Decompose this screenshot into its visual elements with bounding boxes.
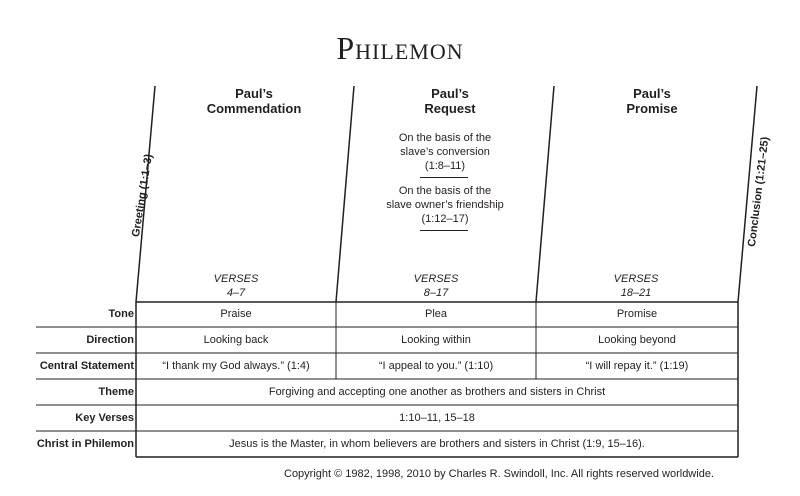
row-label-theme: Theme (98, 386, 134, 398)
table-cell: Looking beyond (598, 334, 676, 346)
chart-title: Philemon (336, 30, 464, 66)
column-heading-request (350, 86, 550, 116)
column-heading-line: Paul’s (633, 86, 671, 101)
row-label-christ-in-philemon: Christ in Philemon (36, 438, 134, 450)
note-underline (420, 230, 468, 231)
conclusion-label: Conclusion (1:21–25) (746, 136, 772, 248)
table-cell: “I thank my God always.” (1:4) (162, 360, 310, 372)
note-underline (420, 177, 468, 178)
greeting-label: Greeting (1:1–3) (130, 153, 155, 238)
row-label-direction: Direction (86, 334, 134, 346)
column-heading-commendation (154, 86, 354, 116)
verses-label: VERSES (613, 273, 659, 285)
note-line: (1:8–11) (424, 160, 466, 172)
note-line: On the basis of the (398, 132, 492, 144)
verses-label: VERSES (413, 273, 459, 285)
verses-range: 8–17 (423, 287, 449, 299)
column-heading-line: Paul’s (235, 86, 273, 101)
table-span-cell: Jesus is the Master, in whom believers are brothers and sisters in Christ (1:9, 15–16). (229, 438, 645, 450)
request-note-conversion (345, 131, 545, 173)
table-span-cell: Forgiving and accepting one another as brothers and sisters in Christ (268, 386, 606, 398)
column-heading-promise (552, 86, 752, 116)
verses-range: 18–21 (620, 287, 652, 299)
row-label-central-statement: Central Statement (39, 360, 134, 372)
verses-request (336, 272, 536, 300)
table-cell: Looking within (401, 334, 471, 346)
table-cell: Praise (220, 308, 252, 320)
verses-promise (536, 272, 736, 300)
table-cell: “I appeal to you.” (1:10) (378, 360, 494, 372)
column-heading-line: Paul’s (431, 86, 469, 101)
copyright-notice: Copyright © 1982, 1998, 2010 by Charles R. Swindoll, Inc. All rights reserved worldwide. (284, 468, 714, 480)
column-heading-line: Request (424, 101, 476, 116)
note-line: (1:12–17) (421, 213, 469, 225)
note-line: slave’s conversion (400, 146, 490, 158)
column-heading-line: Promise (626, 101, 678, 116)
row-label-tone: Tone (108, 308, 134, 320)
verses-label: VERSES (213, 273, 259, 285)
request-note-friendship (345, 184, 545, 226)
table-cell: “I will repay it.” (1:19) (585, 360, 689, 372)
table-cell: Plea (424, 308, 448, 320)
verses-range: 4–7 (226, 287, 246, 299)
table-cell: Promise (616, 308, 658, 320)
row-label-key-verses: Key Verses (75, 412, 134, 424)
table-cell: Looking back (203, 334, 269, 346)
note-line: On the basis of the (398, 185, 492, 197)
column-heading-line: Commendation (206, 101, 302, 116)
note-line: slave owner’s friendship (386, 199, 504, 211)
table-span-cell: 1:10–11, 15–18 (399, 412, 475, 424)
verses-commendation (136, 272, 336, 300)
